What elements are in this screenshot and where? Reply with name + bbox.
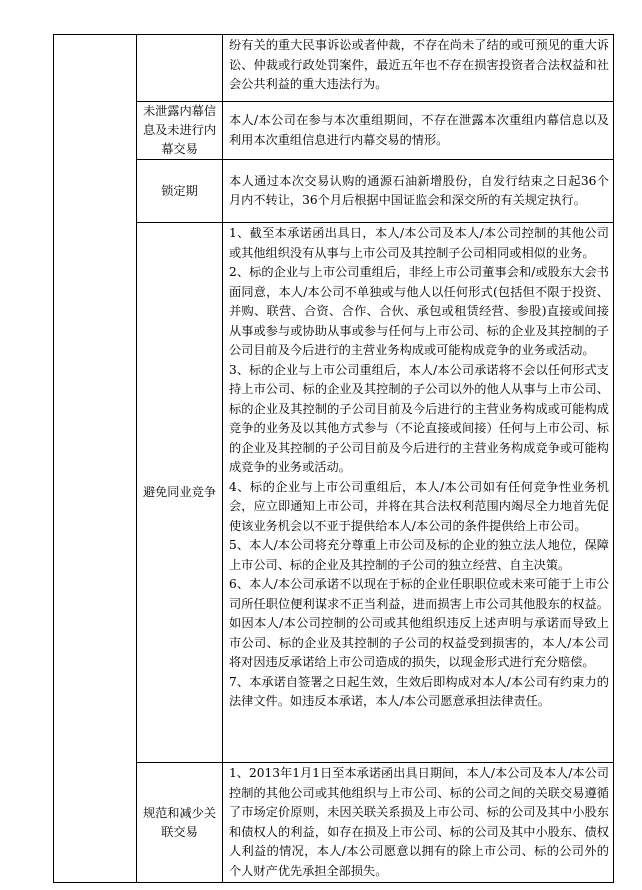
content-paragraph: 本人/本公司在参与本次重组期间，不存在泄露本次重组内幕信息以及利用本次重组信息进行内幕交易的情形。 (229, 113, 609, 147)
content-paragraph: 2、标的企业与上市公司重组后，非经上市公司董事会和/或股东大会书面同意，本人/本公司不单独或与他人以任何形式(包括但不限于投资、并购、联营、合资、合作、合伙、承包或租赁经营、参股)直接或间接从事或参与或协助从事或参与任何与上市公司、标的企业及其控制的子公司目前及今后进行的主营业务构成或可能构成竞争的业务或活动。 (229, 265, 609, 357)
row-content (223, 35, 614, 102)
row-content (223, 102, 614, 160)
table-row (54, 763, 614, 883)
commitment-table (53, 34, 614, 883)
row-label: 未泄露内幕信息及未进行内幕交易 (137, 102, 223, 160)
row-label: 规范和减少关联交易 (137, 763, 223, 883)
content-paragraph: 4、标的企业与上市公司重组后，本人/本公司如有任何竞争性业务机会，应立即通知上市公司，并将在其合法权利范围内竭尽全力地首先促使该业务机会以不亚于提供给本人/本公司的条件提供给上市公司。 (229, 479, 609, 533)
content-paragraph: 6、本人/本公司承诺不以现在于标的企业任职职位或未来可能于上市公司所任职位便利谋求不正当利益，进而损害上市公司其他股东的权益。如因本人/本公司控制的公司或其他组织违反上述声明与承诺而导致上市公司、标的企业及其控制的子公司的权益受到损害的，本人/本公司将对因违反承诺给上市公司造成的损失，以现金形式进行充分赔偿。 (229, 577, 609, 669)
row-content (223, 223, 614, 763)
table-row (54, 223, 614, 763)
row-label (137, 35, 223, 102)
table-row (54, 102, 614, 160)
row-label: 避免同业竞争 (137, 223, 223, 763)
table-row (54, 35, 614, 102)
table-row (54, 160, 614, 223)
content-paragraph: 1、2013年1月1日至本承诺函出具日期间，本人/本公司及本人/本公司控制的其他公司或其他组织与上市公司、标的公司之间的关联交易遵循了市场定价原则，未因关联关系损及上市公司、标的公司及其中小股东和债权人的利益，如存在损及上市公司、标的公司及其中小股东、债权人利益的情况，本人/本公司愿意以拥有的除上市公司、标的公司外的个人财产优先承担全部损失。 (229, 766, 609, 878)
content-paragraph: 3、标的企业与上市公司重组后，本人/本公司承诺将不会以任何形式支持上市公司、标的企业及其控制的子公司以外的他人从事与上市公司、标的企业及其控制的子公司目前及今后进行的主营业务构成或可能构成竞争的业务及以其他方式参与（不论直接或间接）任何与上市公司、标的企业及其控制的子公司目前及今后进行的主营业务构成竞争或可能构成竞争的业务或活动。 (229, 362, 609, 474)
row-content (223, 763, 614, 883)
content-paragraph: 1、截至本承诺函出具日，本人/本公司及本人/本公司控制的其他公司或其他组织没有从事与上市公司及其控制子公司相同或相似的业务。 (229, 226, 609, 260)
content-paragraph: 5、本人/本公司将充分尊重上市公司及标的企业的独立法人地位，保障上市公司、标的企业及其控制的子公司的独立经营、自主决策。 (229, 538, 609, 572)
content-paragraph: 7、本承诺自签署之日起生效，生效后即构成对本人/本公司有约束力的法律文件。如违反本承诺，本人/本公司愿意承担法律责任。 (229, 674, 609, 708)
party-cell (54, 35, 137, 883)
row-label: 锁定期 (137, 160, 223, 223)
content-paragraph: 纷有关的重大民事诉讼或者仲裁，不存在尚未了结的或可预见的重大诉讼、仲裁或行政处罚案件，最近五年也不存在损害投资者合法权益和社会公共利益的重大违法行为。 (229, 38, 609, 91)
row-content (223, 160, 614, 223)
content-paragraph: 本人通过本次交易认购的通源石油新增股份，自发行结束之日起36个月内不转让，36个月后根据中国证监会和深交所的有关规定执行。 (229, 173, 609, 207)
